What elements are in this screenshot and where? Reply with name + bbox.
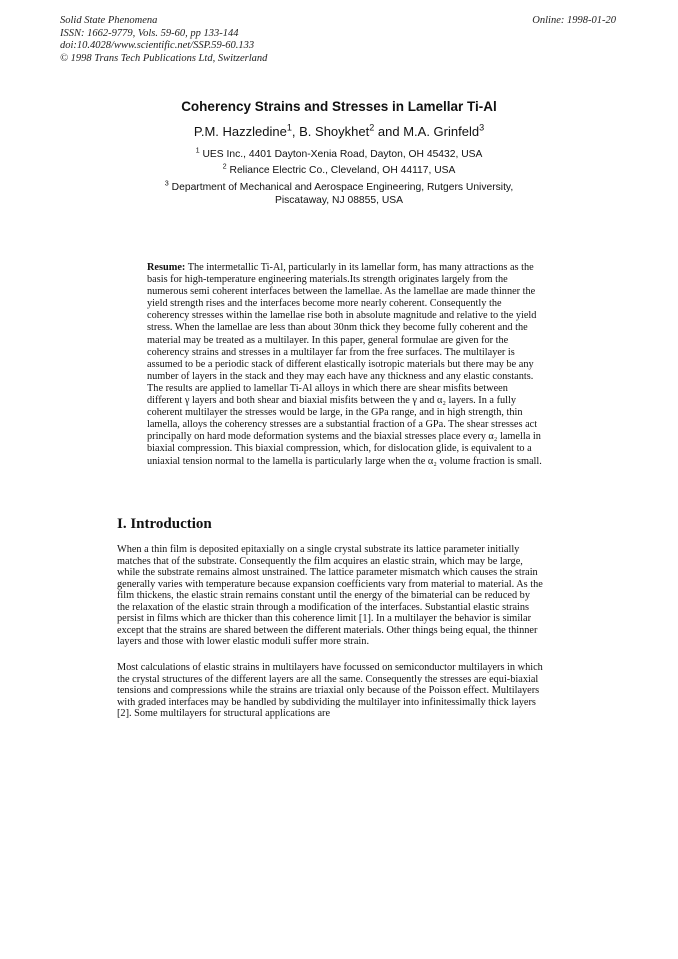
paper-title: Coherency Strains and Stresses in Lamellar Ti-Al [181,99,497,114]
intro-paragraph-2: Most calculations of elastic strains in multilayers have focussed on semiconductor multilayers in which the crystal structures of the different layers are all the same. Consequently the stresses are equi-biaxial tensions and compressions while the strains are triaxial only because of the Poisson effect. Multilayers with graded interfaces may be handled by subdividing the multilayer into infinitessimally thick layers [2]. Some multilayers for structural applications are [117,662,543,719]
affiliation-2 [0,161,678,177]
abstract-label: Resume: [147,262,186,273]
author-superscript: 2 [369,122,375,133]
intro-paragraph-1: When a thin film is deposited epitaxially on a single crystal substrate its lattice parameter initially matches that of the substrate. Consequently the film acquires an elastic strain, which may be large, while the substrate remains almost unstrained. The lattice parameter mismatch which causes the strain generally varies with temperature because expansion coefficients vary from material to material. As the film thickens, the elastic strain remains constant until the energy of the bimaterial can be reduced by the relaxation of the elastic strain through a modification of the interfaces. Substantial elastic strains persist in films which are thicker than this coherence limit [1]. In a multilayer the behavior is similar except that the strains are shared between the different materials. Other things being equal, the thinner layers and those with lower elastic moduli suffer more strain. [117,544,543,647]
online-date: Online: 1998-01-20 [532,15,616,26]
affiliation-text: Department of Mechanical and Aerospace Engineering, Rutgers University, [168,182,514,193]
affiliation-number: 2 [222,161,227,171]
affiliation-text: Reliance Electric Co., Cleveland, OH 44117, USA [226,165,456,176]
journal-header [60,15,267,65]
author-name: P.M. Hazzledine [193,124,287,139]
abstract [147,262,542,468]
journal-name: Solid State Phenomena [60,15,158,26]
author-superscript: 1 [286,122,292,133]
abstract-text: The intermetallic Ti-Al, particularly in its lamellar form, has many attractions as the basis for high-temperature engineering materials.Its strength originates largely from the numerous semi coherent interfaces between the lamellae. As the lamellae are made thinner the yield strength rises and the interfaces become more nearly coherent. Consequently the coherency stresses within the lamellae rise both in absolute magnitude and relative to the yield stress. When the lamellae are less than about 30nm thick they become fully coherent and the material may be treated as a multilayer. In this paper, general formulae are given for the coherency strains and stresses in a multilayer far from the free surfaces. The multilayer is assumed to be a periodic stack of different elastically isotropic materials but there may be any number of layers in the stack and they may each have any thickness and any elastic constants. The results are applied to lamellar Ti-Al alloys in which there are shear misfits between different γ layers and both shear and biaxial misfits between the γ and α₂ layers. In a fully coherent multilayer the stresses would be large, in the GPa range, and in high strength, thin lamella, alloys the coherency stresses are a substantial fraction of a GPa. The shear stresses act principally on hard mode deformation systems and the biaxial stresses place every α₂ lamella in biaxial compression. This biaxial compression, which, for dislocation glide, is equivalent to a uniaxial tension normal to the lamella is particularly large when the α₂ volume fraction is small. [147,262,542,467]
author-list [0,124,678,139]
section-heading: I. Introduction [117,516,212,532]
affiliation-3 [0,178,678,207]
affiliation-number: 1 [195,145,200,155]
affiliation-number: 3 [164,178,169,188]
author-superscript: 3 [479,122,485,133]
copyright-line: © 1998 Trans Tech Publications Ltd, Switzerland [60,52,268,64]
affiliation-text-line2: Piscataway, NJ 08855, USA [274,195,403,206]
issn-line: ISSN: 1662-9779, Vols. 59-60, pp 133-144 [60,27,239,39]
affiliation-text: UES Inc., 4401 Dayton-Xenia Road, Dayton, OH 45432, USA [199,149,483,160]
author-name: , B. Shoykhet [291,124,370,139]
doi-line: doi:10.4028/www.scientific.net/SSP.59-60.133 [60,40,255,51]
affiliation-1 [0,145,678,161]
author-name: and M.A. Grinfeld [374,124,480,139]
